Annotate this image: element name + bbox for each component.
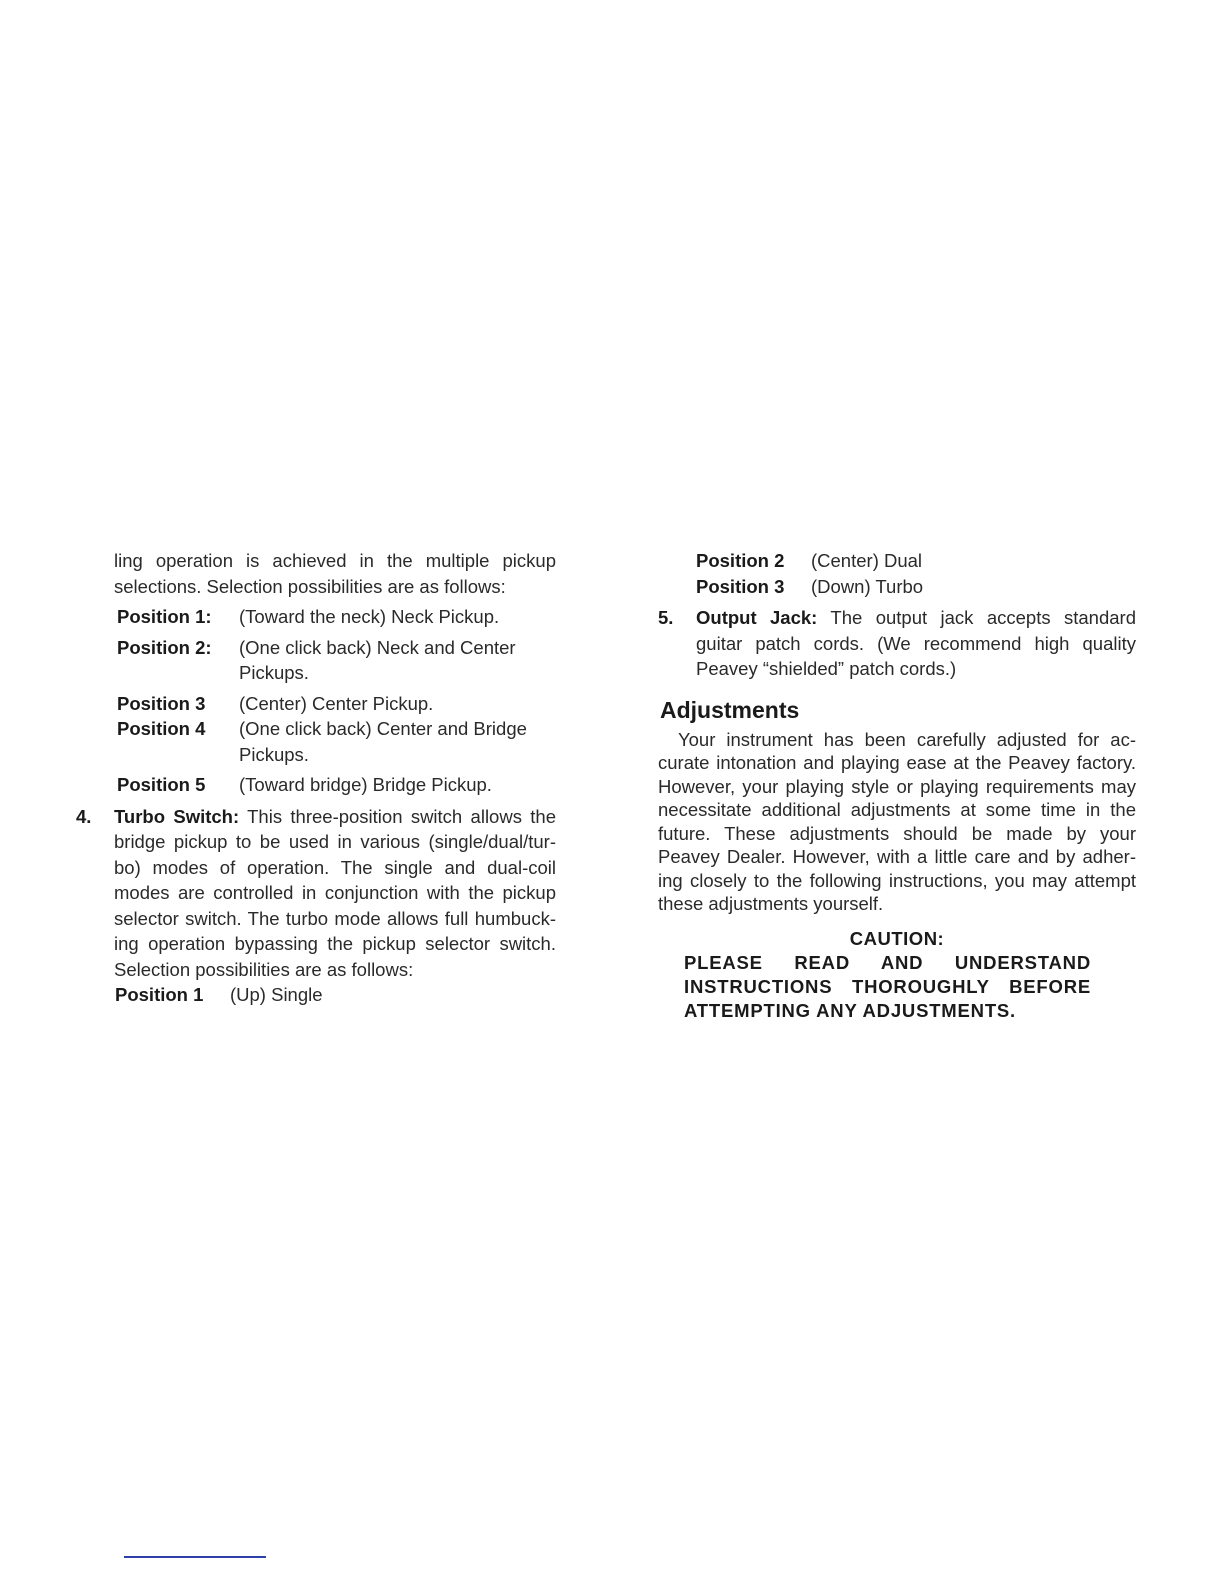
turbo-position-1 <box>76 982 556 1008</box>
item-number: 5. <box>658 607 674 628</box>
position-description: (One click back) Center and Bridge Pickups. <box>239 718 527 765</box>
position-label: Position 1: <box>117 606 212 627</box>
pickup-position-list <box>76 604 556 798</box>
position-label: Position 3 <box>117 692 206 714</box>
position-description: (Center) Dual <box>811 550 923 571</box>
turbo-position-list-continued <box>658 548 1136 599</box>
item-number: 4. <box>76 805 92 827</box>
turbo-switch-text: This three-position switch allows the bridge pickup to be used in various (single/dual/tur-bo) modes of operation. The single and dual-coil modes are controlled in conjunction with the pickup selector switch. The turbo mode allows full humbuck-ing operation bypassing the pickup selector switch. Selection possibilities are as follows: <box>114 805 556 980</box>
position-description: (Center) Center Pickup. <box>239 692 434 714</box>
position-label: Position 1 <box>115 984 204 1005</box>
turbo-switch-body <box>114 804 556 983</box>
position-label: Position 2: <box>117 636 212 658</box>
output-jack-item <box>658 605 1136 682</box>
position-description: (Down) Turbo <box>811 575 924 597</box>
position-label: Position 5 <box>117 774 206 795</box>
caution-text: PLEASE READ AND UNDERSTAND INSTRUCTIONS THOROUGHLY BEFORE ATTEMPTING ANY ADJUSTMENTS. <box>684 952 1091 1021</box>
adjustments-heading: Adjustments <box>660 696 800 723</box>
position-label: Position 3 <box>696 575 785 597</box>
turbo-position-3 <box>658 574 1136 600</box>
pickup-intro-text: ling operation is achieved in the multiple pickup selections. Selection possibilities are as follows: <box>114 550 556 597</box>
position-description: (Up) Single <box>230 984 323 1005</box>
turbo-position-list <box>76 982 556 1008</box>
pickup-position-1 <box>76 604 556 630</box>
output-jack-text: The output jack accepts standard guitar patch cords. (We recommend high quality Peavey “shielded” patch cords.) <box>696 607 1136 679</box>
pickup-position-5 <box>76 772 556 798</box>
output-jack-body <box>696 605 1136 682</box>
position-description: (One click back) Neck and Center Pickups. <box>239 636 516 683</box>
position-label: Position 2 <box>696 550 785 571</box>
right-column <box>658 548 1136 1023</box>
footer-rule <box>124 1556 266 1558</box>
position-label: Position 4 <box>117 718 206 739</box>
position-description: (Toward the neck) Neck Pickup. <box>239 606 500 627</box>
output-jack-title: Output Jack: <box>696 607 818 628</box>
turbo-switch-item <box>76 804 556 983</box>
pickup-position-3 <box>76 691 556 717</box>
adjustments-text: Your instrument has been carefully adjusted for ac-curate intonation and playing ease at the Peavey factory. However, your playing style or playing requirements may necessitate additional adjustments at some time in the future. These adjustments should be made by your Peavey Dealer. However, with a little care and by adher-ing closely to the following instructions, you may attempt these adjustments yourself. <box>658 728 1136 914</box>
caution-title: CAUTION: <box>849 927 945 949</box>
left-column <box>76 548 556 1008</box>
pickup-position-2 <box>76 635 556 686</box>
turbo-switch-title: Turbo Switch: <box>114 805 240 827</box>
position-description: (Toward bridge) Bridge Pickup. <box>239 774 492 795</box>
pickup-position-4 <box>76 716 556 767</box>
turbo-position-2 <box>658 548 1136 574</box>
